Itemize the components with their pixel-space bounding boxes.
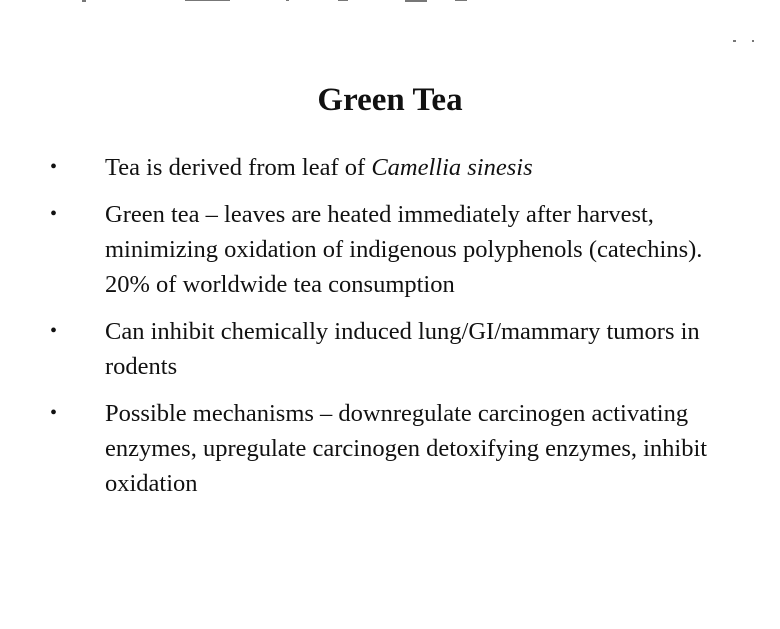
scan-speck [185, 0, 230, 1]
species-name: Camellia sinesis [371, 154, 533, 181]
scan-speck [752, 40, 754, 42]
bullet-icon: • [50, 402, 58, 424]
list-item [0, 314, 780, 384]
bullet-text: Can inhibit chemically induced lung/GI/mammary tumors in rodents [105, 318, 700, 380]
page-title: Green Tea [317, 82, 463, 118]
scan-speck [286, 0, 289, 1]
list-item [0, 150, 780, 185]
bullet-list [0, 150, 780, 513]
bullet-text: Green tea – leaves are heated immediately after harvest, minimizing oxidation of indigenous polyphenols (catechins). 20% of worldwide tea consumption [105, 201, 703, 298]
scan-speck [455, 0, 467, 1]
list-item [0, 396, 780, 501]
list-item [0, 197, 780, 302]
bullet-text [105, 150, 725, 185]
scan-speck [405, 0, 427, 2]
bullet-icon: • [50, 156, 58, 178]
bullet-icon: • [50, 320, 58, 342]
bullet-text: Possible mechanisms – downregulate carcinogen activating enzymes, upregulate carcinogen detoxifying enzymes, inhibit oxidation [105, 400, 708, 497]
bullet-text-plain: Tea is derived from leaf of [105, 154, 372, 181]
scan-speck [82, 0, 86, 2]
scan-speck [733, 40, 736, 42]
scan-speck [338, 0, 348, 1]
bullet-icon: • [50, 203, 58, 225]
